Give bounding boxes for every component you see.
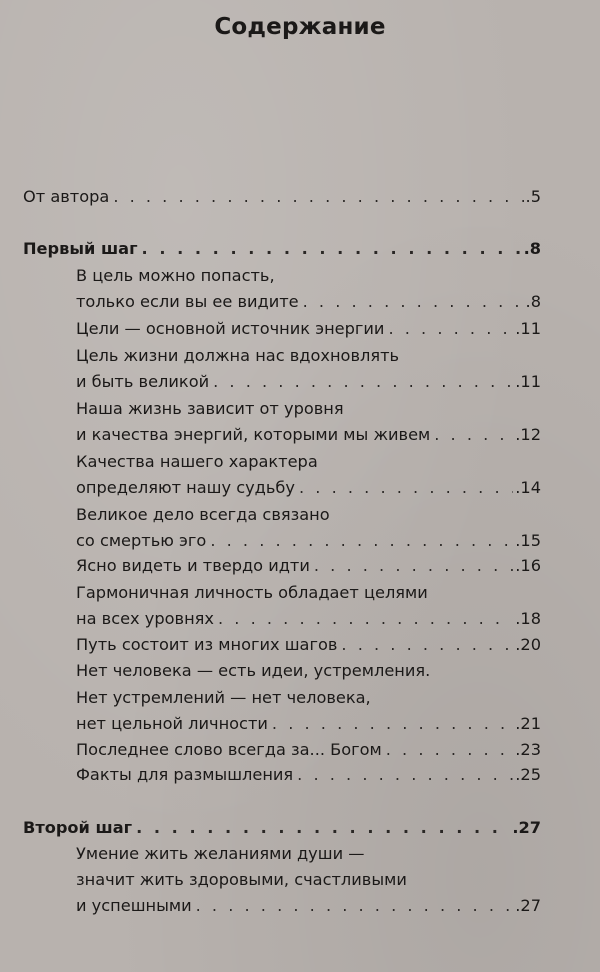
toc-entry-title: нет цельной личности <box>76 714 268 733</box>
toc-entry <box>23 184 541 210</box>
toc-entry <box>76 553 541 579</box>
toc-entry-title: Цель жизни должна нас вдохновлять <box>76 346 400 365</box>
toc-entry <box>76 316 541 342</box>
toc-entry-title: Нет человека — есть идеи, устремления. <box>76 661 431 680</box>
dot-leader <box>299 475 513 501</box>
toc-entry-title: и быть великой <box>76 372 210 391</box>
toc-entry <box>76 580 541 606</box>
toc-chapter <box>23 236 541 262</box>
toc-page-number: .11 <box>515 372 541 391</box>
dot-leader <box>303 289 524 315</box>
toc-entry-title: и качества энергий, которыми мы живем <box>76 425 431 444</box>
toc-entry-title: От автора <box>23 187 110 206</box>
toc-entry <box>76 867 541 893</box>
dot-leader <box>388 316 513 342</box>
toc-page-number: .14 <box>515 478 541 497</box>
toc-entry <box>76 528 541 554</box>
toc-page-number: .16 <box>515 556 541 575</box>
toc-entry <box>76 502 541 528</box>
toc-page-number: .18 <box>515 609 541 628</box>
dot-leader <box>272 711 513 737</box>
dot-leader <box>297 762 513 788</box>
toc-entry <box>76 658 541 684</box>
toc-entry-title: Великое дело всегда связано <box>76 505 330 524</box>
dot-leader <box>386 737 513 763</box>
toc-entry-title: и успешными <box>76 896 192 915</box>
toc-page-number: .25 <box>515 765 541 784</box>
toc-entry <box>76 343 541 369</box>
toc-entry <box>76 475 541 501</box>
toc-entry <box>76 289 541 315</box>
dot-leader <box>218 606 513 632</box>
page-title: Содержание <box>214 14 386 40</box>
toc-entry <box>76 737 541 763</box>
toc-entry-title: со смертью эго <box>76 531 207 550</box>
toc-entry-title: только если вы ее видите <box>76 292 299 311</box>
toc-page-number: .23 <box>515 740 541 759</box>
dot-leader <box>213 369 513 395</box>
toc-entry-title: Умение жить желаниями души — <box>76 844 365 863</box>
toc-chapter <box>23 815 541 841</box>
toc-entry-title: Путь состоит из многих шагов <box>76 635 338 654</box>
toc-entry <box>76 422 541 448</box>
toc-entry-title: Наша жизнь зависит от уровня <box>76 399 344 418</box>
toc-entry-title: В цель можно попасть, <box>76 266 275 285</box>
toc-entry-title: на всех уровнях <box>76 609 214 628</box>
toc-entry <box>76 369 541 395</box>
toc-entry <box>76 632 541 658</box>
toc-entry <box>76 841 541 867</box>
toc-page-number: .15 <box>515 531 541 550</box>
toc-entry <box>76 396 541 422</box>
toc-entry-title: Качества нашего характера <box>76 452 318 471</box>
toc-page-number: .8 <box>523 239 541 258</box>
toc-entry-title: Факты для размышления <box>76 765 294 784</box>
toc-chapter-title: Второй шаг <box>23 818 133 837</box>
toc-entry <box>76 606 541 632</box>
toc-entry <box>76 449 541 475</box>
toc-entry-title: значит жить здоровыми, счастливыми <box>76 870 407 889</box>
toc-entry <box>76 685 541 711</box>
toc-page-number: .27 <box>515 896 541 915</box>
toc-page-number: .20 <box>515 635 541 654</box>
toc-entry-title: Последнее слово всегда за... Богом <box>76 740 382 759</box>
toc-entry <box>76 893 541 919</box>
dot-leader <box>341 632 513 658</box>
dot-leader <box>136 815 510 841</box>
toc-entry-title: Цели — основной источник энергии <box>76 319 385 338</box>
toc-page-number: .8 <box>525 292 541 311</box>
toc-page-number: .5 <box>525 187 541 206</box>
toc-entry-title: Гармоничная личность обладает целями <box>76 583 428 602</box>
toc-entry <box>76 711 541 737</box>
toc-page-number: .27 <box>512 818 541 837</box>
toc-entry-title: Нет устремлений — нет человека, <box>76 688 371 707</box>
toc-page-number: .11 <box>515 319 541 338</box>
toc-entry-title: определяют нашу судьбу <box>76 478 295 497</box>
toc-page-number: .21 <box>515 714 541 733</box>
dot-leader <box>142 236 522 262</box>
dot-leader <box>434 422 513 448</box>
toc-page-number: .12 <box>515 425 541 444</box>
toc-entry-title: Ясно видеть и твердо идти <box>76 556 310 575</box>
dot-leader <box>196 893 514 919</box>
dot-leader <box>314 553 513 579</box>
toc-entry <box>76 263 541 289</box>
toc-entry <box>76 762 541 788</box>
dot-leader <box>210 528 513 554</box>
toc-chapter-title: Первый шаг <box>23 239 138 258</box>
dot-leader <box>113 184 523 210</box>
